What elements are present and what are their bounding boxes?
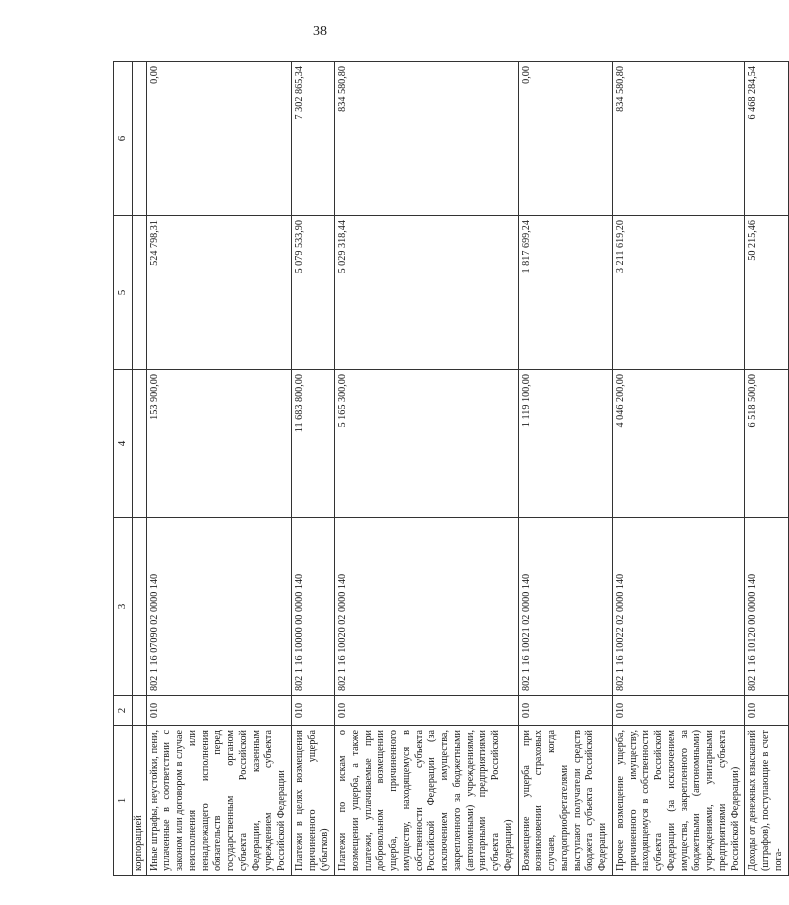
- empty-cell: [132, 696, 146, 726]
- header-cell-3: 3: [114, 518, 133, 696]
- row-col6: 7 302 865,34: [291, 62, 334, 216]
- table-row: [518, 62, 612, 876]
- continuation-row: [132, 62, 146, 876]
- row-kbk: 802 1 16 10120 00 0000 140: [745, 518, 788, 696]
- empty-cell: [132, 370, 146, 518]
- row-code: 010: [745, 696, 788, 726]
- row-code: 010: [335, 696, 519, 726]
- row-col4: 4 046 200,00: [612, 370, 745, 518]
- revenue-table: [113, 61, 789, 876]
- empty-cell: [132, 216, 146, 370]
- row-col5: 524 798,31: [146, 216, 291, 370]
- row-description: Платежи в целях возмещения причиненного ущерба (убытков): [291, 726, 334, 876]
- header-cell-6: 6: [114, 62, 133, 216]
- row-kbk: 802 1 16 10022 02 0000 140: [612, 518, 745, 696]
- empty-cell: [132, 518, 146, 696]
- row-col6: 6 468 284,54: [745, 62, 788, 216]
- row-col4: 11 683 800,00: [291, 370, 334, 518]
- row-kbk: 802 1 16 10020 02 0000 140: [335, 518, 519, 696]
- table-row: [745, 62, 788, 876]
- row-col5: 5 079 533,90: [291, 216, 334, 370]
- table-row: [612, 62, 745, 876]
- row-code: 010: [612, 696, 745, 726]
- row-col4: 1 119 100,00: [518, 370, 612, 518]
- row-description: Платежи по искам о возмещении ущерба, а также платежи, уплачиваемые при добровольном возмещении ущерба, причиненного имуществу, находящемуся в собственности субъекта Российской Федерации (за исключением имущества, закрепленного за бюджетными (автономными) учреждениями, унитарными предприятиями субъекта Российской Федерации): [335, 726, 519, 876]
- row-kbk: 802 1 16 10021 02 0000 140: [518, 518, 612, 696]
- row-code: 010: [146, 696, 291, 726]
- row-col6: 0,00: [146, 62, 291, 216]
- header-row: [114, 62, 133, 876]
- table-row: [291, 62, 334, 876]
- row-col6: 834 580,80: [612, 62, 745, 216]
- header-cell-4: 4: [114, 370, 133, 518]
- table-row: [335, 62, 519, 876]
- page-number: 38: [313, 24, 327, 39]
- row-kbk: 802 1 16 10000 00 0000 140: [291, 518, 334, 696]
- table-row: [146, 62, 291, 876]
- row-col4: 153 900,00: [146, 370, 291, 518]
- row-col6: 834 580,80: [335, 62, 519, 216]
- row-col6: 0,00: [518, 62, 612, 216]
- row-description: Иные штрафы, неустойки, пени, уплаченные в соответствии с законом или договором в случае неисполнения или ненадлежащего исполнения обязательств перед государственным органом субъекта Российской Федерации, казенным учреждением субъекта Российской Федерации: [146, 726, 291, 876]
- header-cell-1: 1: [114, 726, 133, 876]
- table-frame: [113, 62, 784, 876]
- row-description: Доходы от денежных взысканий (штрафов), поступающие в счет пога-: [745, 726, 788, 876]
- row-col5: 1 817 699,24: [518, 216, 612, 370]
- row-description: Прочее возмещение ущерба, причиненного имуществу, находящемуся в собственности субъекта Российской Федерации (за исключением имущества, закрепленного за бюджетными (автономными) учреждениями, унитарными предприятиями субъекта Российской Федерации): [612, 726, 745, 876]
- row-col5: 50 215,46: [745, 216, 788, 370]
- row-code: 010: [518, 696, 612, 726]
- empty-cell: [132, 62, 146, 216]
- row-col5: 3 211 619,20: [612, 216, 745, 370]
- header-cell-2: 2: [114, 696, 133, 726]
- row-kbk: 802 1 16 07090 02 0000 140: [146, 518, 291, 696]
- continuation-text: корпорацией: [132, 726, 146, 876]
- rotated-table-container: [113, 62, 784, 876]
- row-description: Возмещение ущерба при возникновении страховых случаев, когда выгодоприобретателями выступают получатели средств бюджета субъекта Российской Федерации: [518, 726, 612, 876]
- row-code: 010: [291, 696, 334, 726]
- row-col5: 5 029 318,44: [335, 216, 519, 370]
- header-cell-5: 5: [114, 216, 133, 370]
- row-col4: 6 518 500,00: [745, 370, 788, 518]
- row-col4: 5 165 300,00: [335, 370, 519, 518]
